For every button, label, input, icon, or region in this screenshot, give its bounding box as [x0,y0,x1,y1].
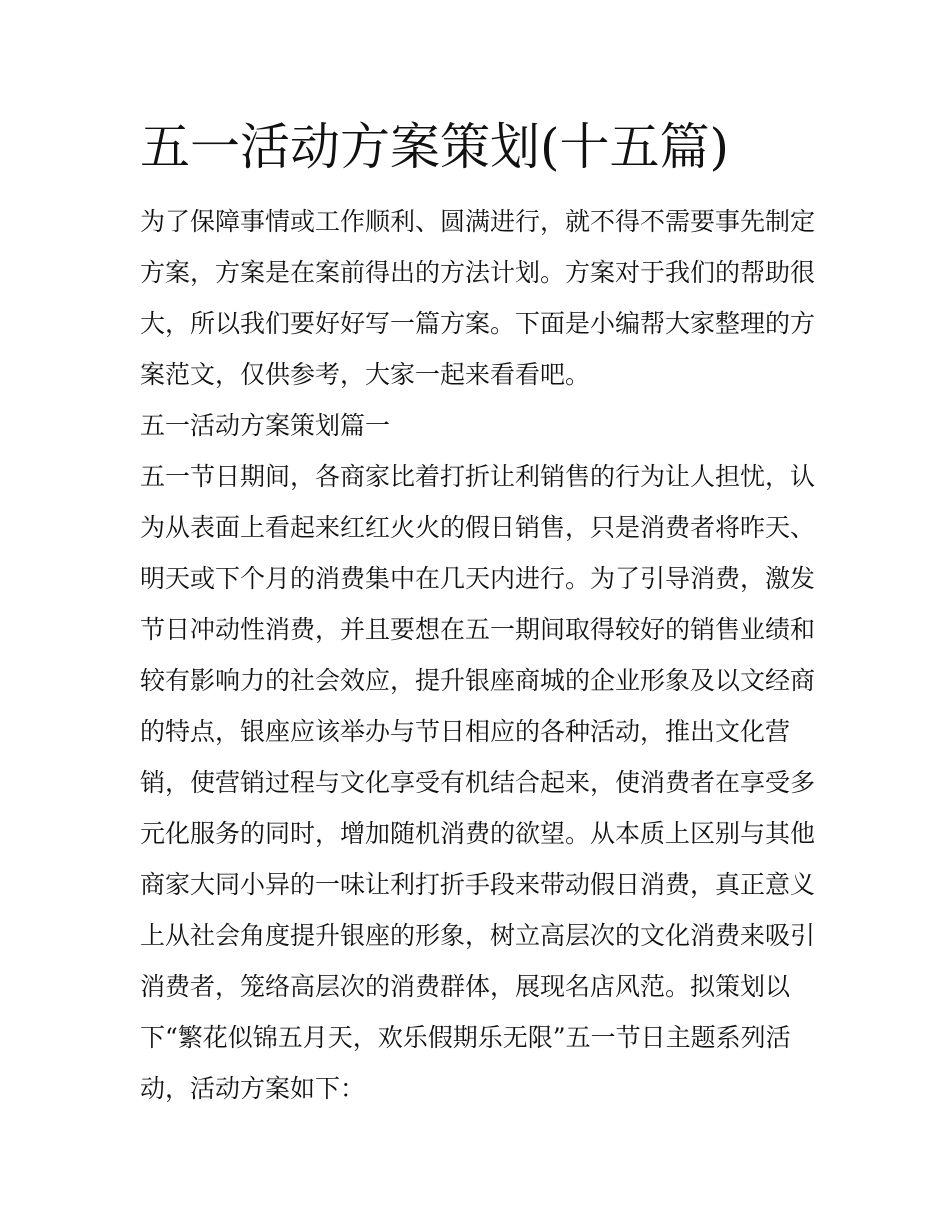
body-line-11: 消费者，笼络高层次的消费群体，展现名店风范。拟策划以 [140,972,791,1001]
body-line-10: 上从社会角度提升银座的形象，树立高层次的文化消费来吸引 [140,921,816,950]
body-line-7: 销，使营销过程与文化享受有机结合起来，使消费者在享受多 [140,768,816,797]
body-line-3: 明天或下个月的消费集中在几天内进行。为了引导消费，激发 [140,564,816,593]
body-line-2: 为从表面上看起来红红火火的假日销售，只是消费者将昨天、 [140,513,816,542]
intro-line-1: 为了保障事情或工作顺利、圆满进行，就不得不需要事先制定 [140,207,816,236]
body-line-12: 下“繁花似锦五月天，欢乐假期乐无限”五一节日主题系列活 [140,1023,791,1052]
body-line-6: 的特点，银座应该举办与节日相应的各种活动，推出文化营 [140,717,791,746]
body-line-8: 元化服务的同时，增加随机消费的欲望。从本质上区别与其他 [140,819,816,848]
section-heading: 五一活动方案策划篇一 [140,411,391,440]
body-line-9: 商家大同小异的一味让利打折手段来带动假日消费，真正意义 [140,870,816,899]
intro-line-4: 案范文，仅供参考，大家一起来看看吧。 [140,360,591,389]
intro-line-3: 大，所以我们要好好写一篇方案。下面是小编帮大家整理的方 [140,309,816,338]
document-title: 五一活动方案策划(十五篇) [140,118,730,176]
body-line-4: 节日冲动性消费，并且要想在五一期间取得较好的销售业绩和 [140,615,816,644]
body-line-13: 动，活动方案如下： [140,1074,366,1103]
body-line-5: 较有影响力的社会效应，提升银座商城的企业形象及以文经商 [140,666,816,695]
document-body [140,196,820,1114]
intro-line-2: 方案，方案是在案前得出的方法计划。方案对于我们的帮助很 [140,258,816,287]
body-line-1: 五一节日期间，各商家比着打折让利销售的行为让人担忧，认 [140,462,816,491]
